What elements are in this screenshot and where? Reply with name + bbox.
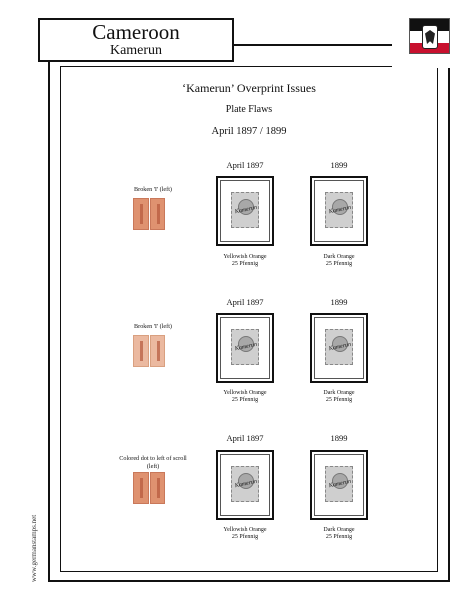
flaw-stamp-pair <box>133 198 165 230</box>
stamp-image: Kamerun <box>231 192 259 228</box>
column-heading: April 1897 <box>226 160 264 170</box>
flaw-stamp-pair <box>133 472 165 504</box>
stamp-image: Kamerun <box>231 329 259 365</box>
flaw-stamp-pair <box>133 335 165 367</box>
stamp-slot <box>310 450 368 520</box>
stamp-slot <box>310 313 368 383</box>
website-url: www.germanstamps.net <box>30 514 38 582</box>
stamp-caption: Yellowish Orange 25 Pfennig <box>223 527 267 540</box>
column-heading: 1899 <box>330 433 348 443</box>
flaw-label: Colored dot to left of scroll (left) <box>119 455 187 470</box>
column-heading: 1899 <box>330 297 348 307</box>
flaw-label: Broken 'I' (left) <box>134 323 172 330</box>
imperial-colonial-flag-icon <box>409 18 450 54</box>
stamp-slot <box>216 450 274 520</box>
page-subtitle: Kamerun <box>109 43 163 58</box>
series-heading: ‘Kamerun’ Overprint Issues <box>182 81 316 95</box>
page-title: Cameroon <box>92 20 180 44</box>
flaw-label: Broken 'I' (left) <box>134 186 172 193</box>
stamp-caption: Yellowish Orange 25 Pfennig <box>223 390 267 403</box>
stamp-caption: Yellowish Orange 25 Pfennig <box>223 254 267 267</box>
stamp-caption: Dark Orange 25 Pfennig <box>323 254 355 267</box>
stamp-slot <box>216 176 274 246</box>
stamp-slot <box>216 313 274 383</box>
stamp-image: Kamerun <box>325 192 353 228</box>
stamp-caption: Dark Orange 25 Pfennig <box>323 390 355 403</box>
column-heading: April 1897 <box>226 297 264 307</box>
column-heading: 1899 <box>330 160 348 170</box>
column-heading: April 1897 <box>226 433 264 443</box>
stamp-image: Kamerun <box>231 466 259 502</box>
stamp-caption: Dark Orange 25 Pfennig <box>323 527 355 540</box>
dates-heading: April 1897 / 1899 <box>211 126 287 137</box>
section-heading: Plate Flaws <box>225 104 273 115</box>
stamp-image: Kamerun <box>325 329 353 365</box>
title-box <box>38 18 234 62</box>
stamp-slot <box>310 176 368 246</box>
stamp-image: Kamerun <box>325 466 353 502</box>
